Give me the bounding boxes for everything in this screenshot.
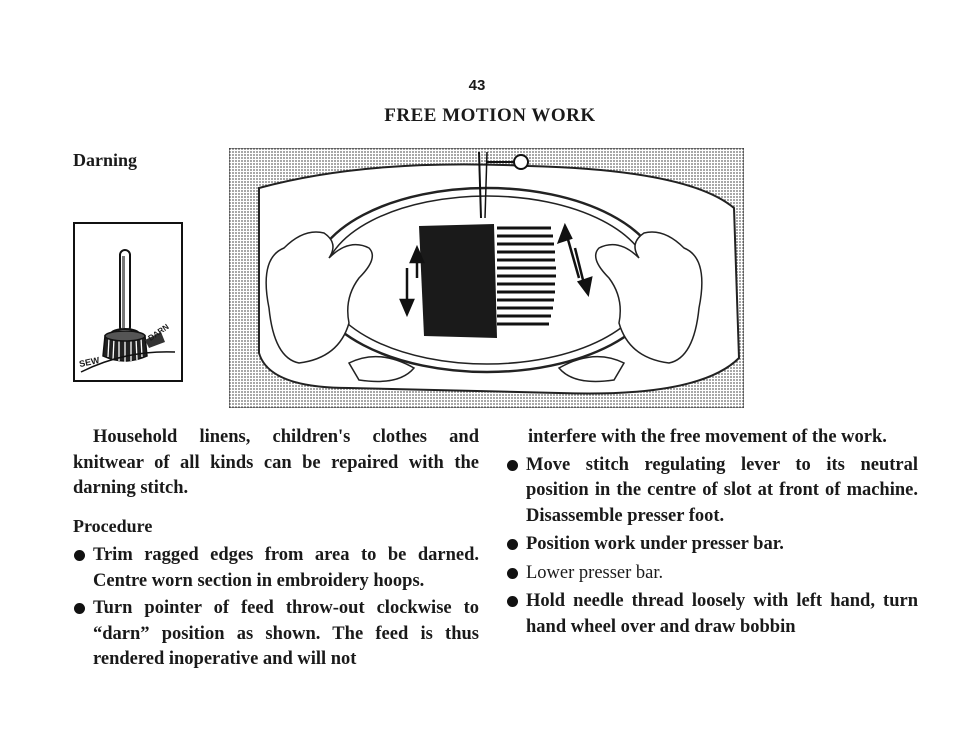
left-column — [73, 425, 479, 673]
continuation-text: interfere with the free movement of the work. — [528, 427, 887, 447]
procedure-step: Position work under presser bar. — [506, 532, 918, 559]
page-number: 43 — [468, 77, 486, 94]
hoop-illustration — [229, 148, 744, 408]
procedure-step: Lower presser bar. — [506, 561, 918, 588]
intro-paragraph: Household linens, children's clothes and knitwear of all kinds can be repaired with the darning stitch. — [73, 427, 479, 498]
bullet-icon — [73, 543, 93, 570]
bullet-icon — [506, 453, 526, 480]
right-column — [506, 425, 918, 640]
procedure-step: Turn pointer of feed throw-out clockwise to “darn” position as shown. The feed is thus rendered inoperative and will not — [73, 596, 479, 673]
dial-label-darn: DARN — [146, 322, 171, 343]
procedure-step: Hold needle thread loosely with left hand, turn hand wheel over and draw bobbin — [506, 589, 918, 640]
hoop-figure — [229, 148, 744, 408]
bullet-icon — [506, 589, 526, 616]
procedure-step: Trim ragged edges from area to be darned. Centre worn section in embroidery hoops. — [73, 543, 479, 594]
bullet-icon — [506, 532, 526, 559]
bullet-icon — [73, 596, 93, 623]
section-heading-darning: Darning — [73, 150, 138, 170]
procedure-step: Move stitch regulating lever to its neutral position in the centre of slot at front of machine. Disassemble presser foot. — [506, 453, 918, 530]
feed-dial-figure — [73, 222, 183, 382]
page-title: FREE MOTION WORK — [384, 105, 596, 126]
dial-label-sew: SEW — [78, 354, 101, 370]
bullet-icon — [506, 561, 526, 588]
procedure-heading: Procedure — [73, 515, 153, 536]
